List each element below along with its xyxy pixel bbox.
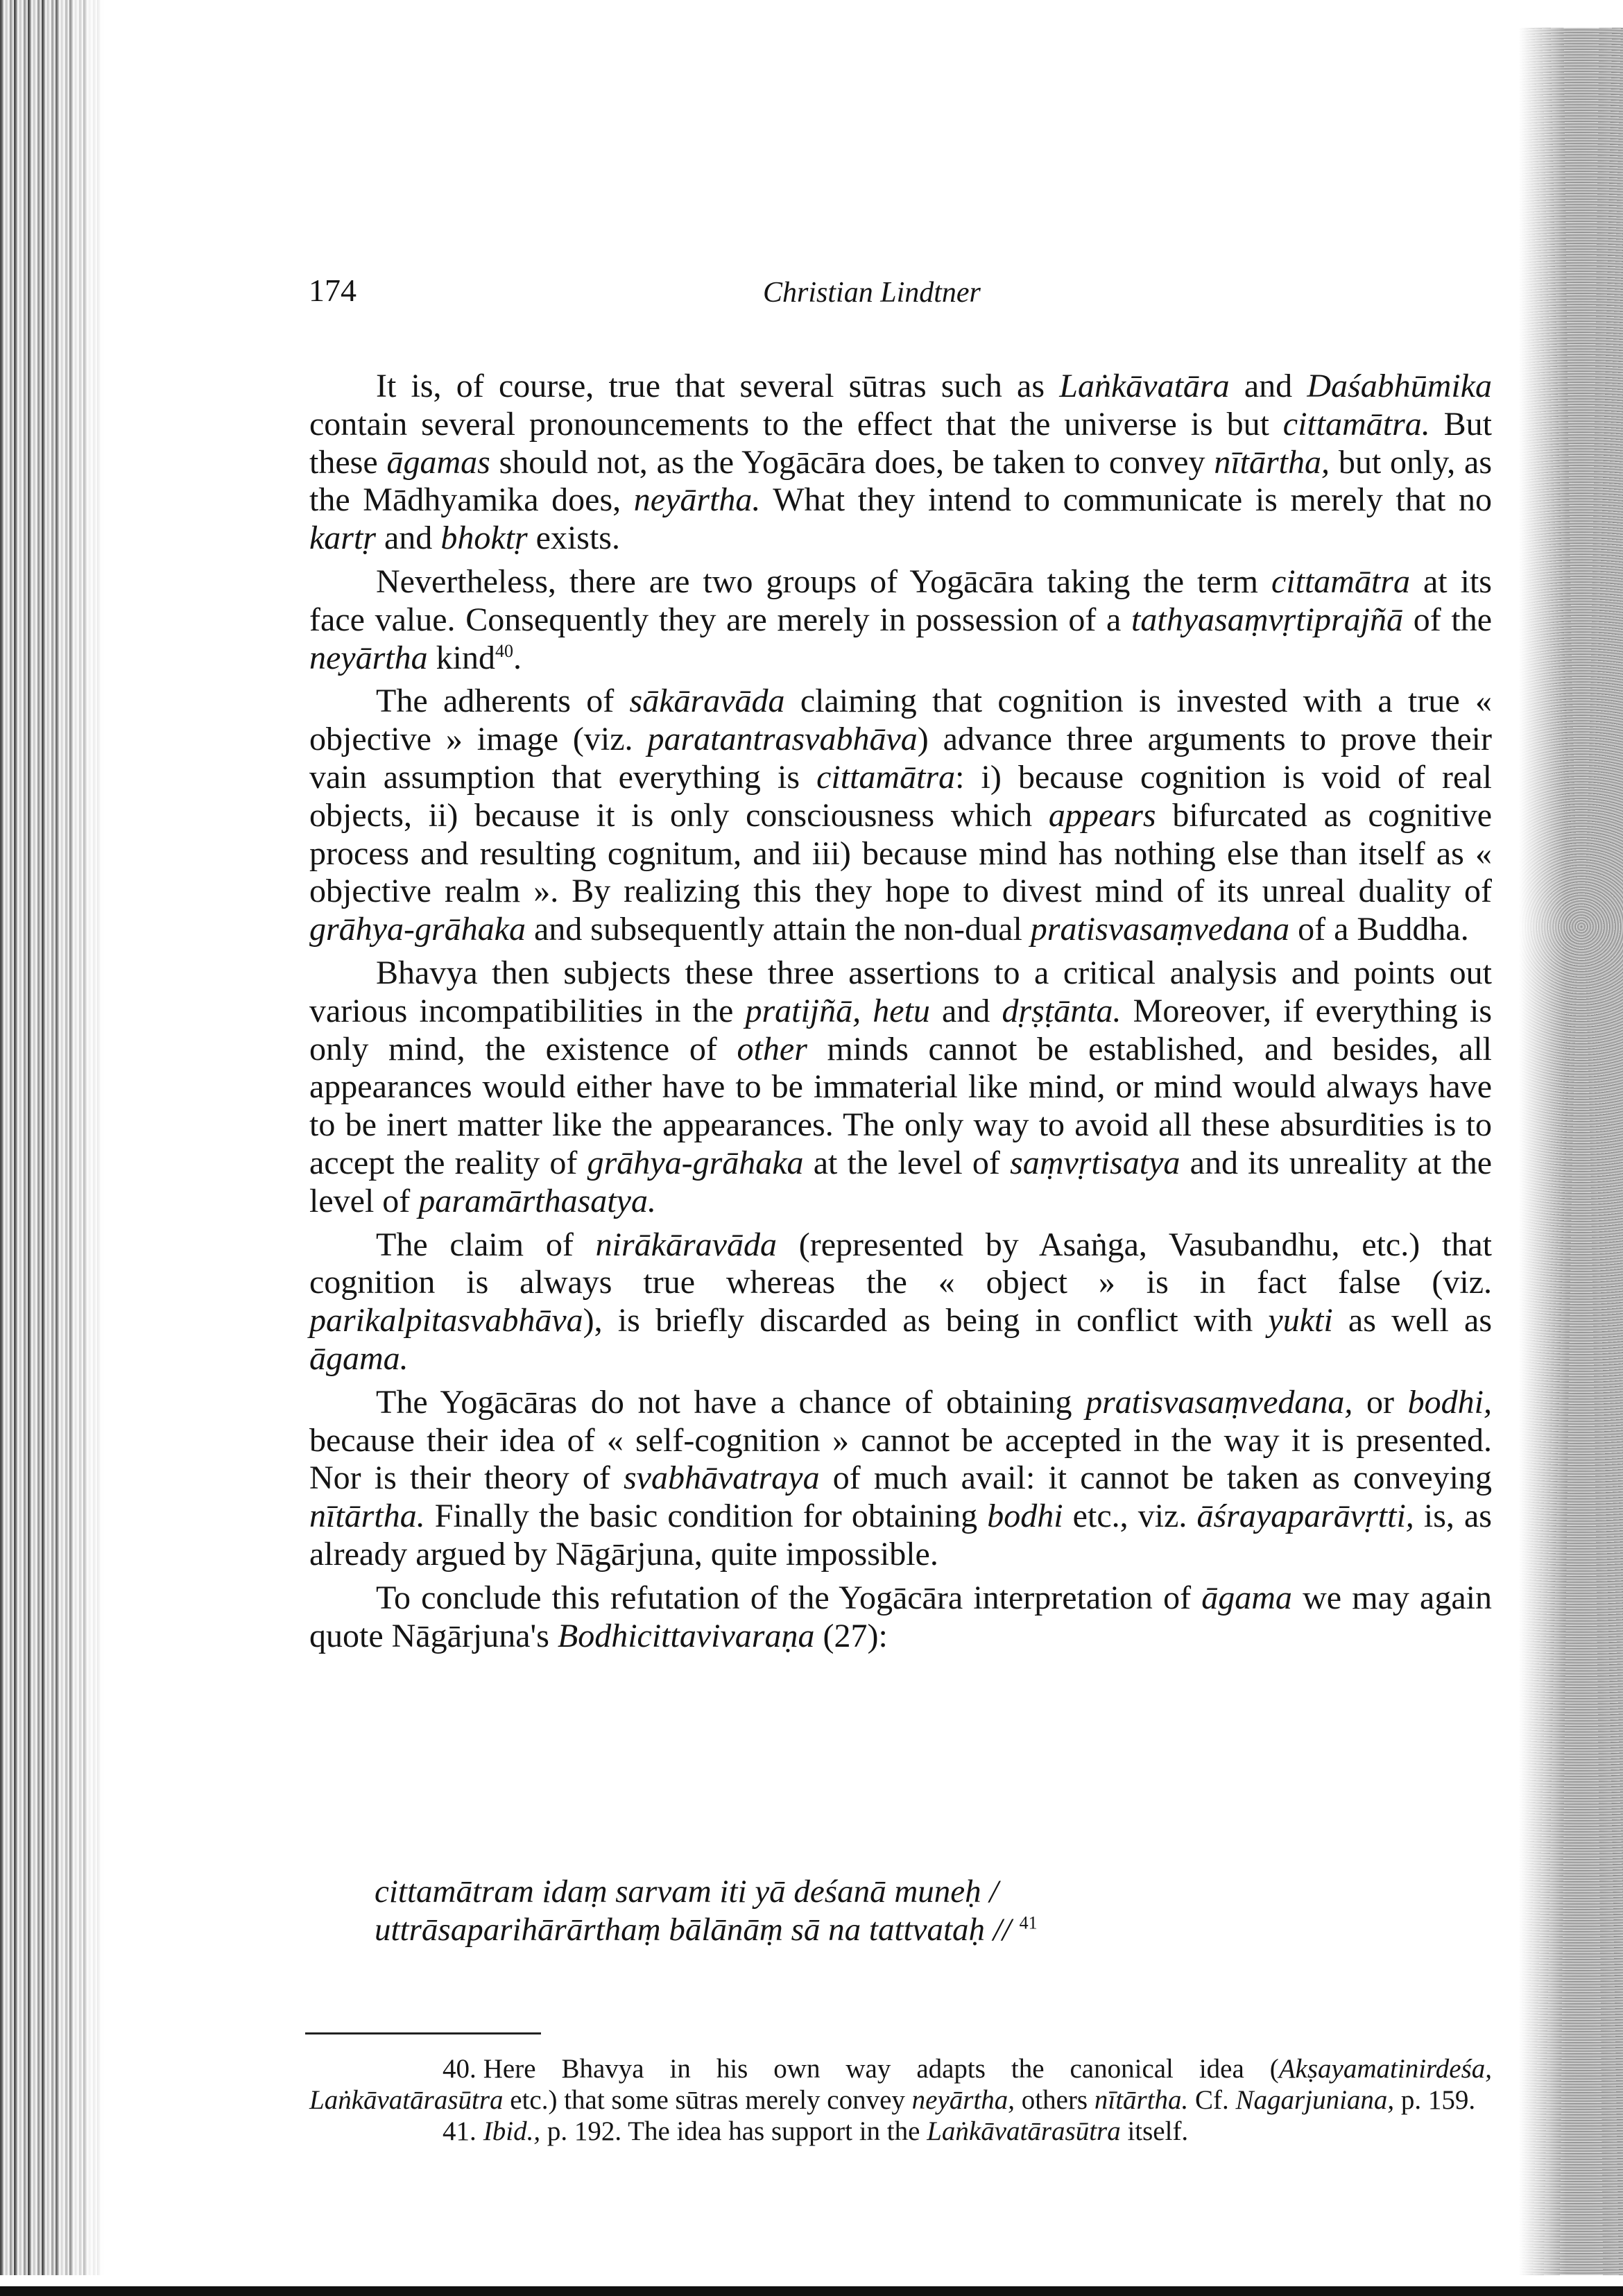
footnote-text (309, 2054, 1492, 2115)
text-run: of much avail: it cannot be taken as conveying (819, 1459, 1493, 1497)
paragraph (309, 683, 1492, 949)
italic-term: nītārtha, (1214, 443, 1330, 481)
text-run: Here Bhavya in his own way adapts the canonical idea ( (483, 2054, 1279, 2084)
text-run: claiming that cognition is invested with a true « objective » image (viz. (309, 683, 1492, 758)
text-run: and (929, 992, 1002, 1029)
text-run: others (1015, 2085, 1094, 2115)
italic-term: appears (1048, 796, 1156, 834)
text-run: is, as already argued by Nāgārjuna, quite impossible. (309, 1498, 1492, 1573)
paragraph (309, 368, 1492, 558)
footnote-number: 41. (443, 2116, 476, 2146)
scan-edge-right (1519, 28, 1623, 2275)
italic-term: neyārtha, (911, 2085, 1015, 2115)
italic-term: svabhāvatraya (624, 1459, 820, 1497)
italic-term: paramārthasatya. (418, 1182, 656, 1219)
text-run: at its face value. Consequently they are merely in possession of a (309, 563, 1492, 638)
text-run: of a Buddha. (1289, 911, 1469, 948)
text-run: Moreover, if everything is only mind, the existence of (309, 992, 1493, 1068)
text-run: bifurcated as cognitive process and resulting cognitum, and iii) because mind has nothing else than itself as « objective realm ». By realizing this they hope to divest mind of its unreal duality of (309, 796, 1493, 910)
italic-term: bodhi (987, 1498, 1063, 1535)
text-run: minds cannot be established, and besides, all appearances would either have to be immaterial like mind, or mind would always have to be inert matter like the appearances. The only way to avoid all these absurdities is to accept the reality of (309, 1030, 1493, 1181)
text-run: Nevertheless, there are two groups of Yogācāra taking the term (376, 563, 1271, 600)
body-text (309, 368, 1492, 1661)
text-run: Cf. (1188, 2085, 1236, 2115)
text-run: and (1229, 368, 1307, 404)
text-run: at the level of (803, 1144, 1011, 1181)
text-run: and subsequently attain the non-dual (525, 911, 1031, 948)
text-run: exists. (527, 520, 620, 557)
footnote-ref: 40 (495, 640, 513, 661)
italic-term: parikalpitasvabhāva (309, 1302, 583, 1339)
italic-term: cittamātra (1271, 563, 1410, 600)
italic-term: sākāravāda (629, 683, 785, 720)
verse-quotation (375, 1873, 1038, 1949)
italic-term: grāhya-grāhaka (587, 1144, 804, 1181)
text-run: But these (309, 405, 1492, 481)
text-run: The adherents of (376, 683, 630, 720)
text-run: Finally the basic condition for obtaining (424, 1498, 988, 1535)
italic-term: kartṛ (309, 520, 376, 557)
verse-line-text: uttrāsaparihārārthaṃ bālānāṃ sā na tattvataḥ // (375, 1912, 1011, 1948)
text-run: Bhavya then subjects these three assertions to a critical analysis and points out various incompatibilities in the (309, 954, 1492, 1029)
text-run: The Yogācāras do not have a chance of obtaining (376, 1383, 1086, 1421)
page-number: 174 (309, 273, 357, 308)
text-run: kind (427, 639, 495, 676)
italic-term: pratisvasaṃvedana (1030, 911, 1290, 948)
italic-term: āśrayaparāvṛtti, (1196, 1498, 1414, 1535)
paragraph (309, 1226, 1492, 1378)
italic-term: bodhi, (1407, 1383, 1492, 1421)
verse-line-text: cittamātram idaṃ sarvam iti yā deśanā muneḥ / (375, 1874, 999, 1910)
italic-term: bhoktṛ (440, 520, 528, 557)
paragraph (309, 1579, 1492, 1656)
text-run: What they intend to communicate is merely that no (760, 481, 1492, 519)
italic-term: pratisvasaṃvedana, (1085, 1383, 1353, 1421)
italic-term: Nagarjuniana, (1235, 2085, 1395, 2115)
text-run: (27): (814, 1617, 888, 1654)
italic-term: nītārtha. (309, 1498, 425, 1535)
italic-term: āgama (1201, 1579, 1292, 1616)
scan-edge-left (0, 0, 104, 2275)
italic-term: āgama. (309, 1339, 409, 1377)
paragraph (309, 954, 1492, 1221)
italic-term: yukti (1268, 1302, 1333, 1339)
italic-term: dṛṣṭānta. (1002, 992, 1122, 1029)
text-run: : i) because cognition is void of real objects, ii) because it is only consciousness which (309, 758, 1492, 834)
italic-term: cittamātra. (1282, 405, 1430, 443)
footnote (309, 2053, 1492, 2116)
footnote-number: 40. (443, 2054, 476, 2084)
text-run: of the (1403, 601, 1492, 638)
footnote-text (483, 2116, 1188, 2146)
italic-term: neyārtha. (633, 481, 761, 519)
text-run: as well as (1332, 1302, 1492, 1339)
paragraph (309, 563, 1492, 677)
italic-term: Ibid., (483, 2116, 541, 2146)
text-run: . (513, 639, 522, 676)
text-run: To conclude this refutation of the Yogācāra interpretation of (376, 1579, 1202, 1616)
text-run: ) advance three arguments to prove their vain assumption that everything is (309, 721, 1493, 796)
text-run: p. 192. The idea has support in the (540, 2116, 927, 2146)
italic-term: neyārtha (309, 639, 428, 676)
italic-term: cittamātra (816, 758, 956, 796)
footnote-rule (305, 2032, 541, 2034)
text-run: (represented by Asaṅga, Vasubandhu, etc.) that cognition is always true whereas the « object » is in fact false (viz. (309, 1226, 1492, 1301)
verse-line (375, 1873, 1038, 1911)
italic-term: paratantrasvabhāva (647, 721, 918, 758)
text-run: should not, as the Yogācāra does, be taken to convey (490, 443, 1214, 481)
italic-term: other (737, 1030, 807, 1068)
italic-term: nirākāravāda (595, 1226, 777, 1263)
italic-term: grāhya-grāhaka (309, 911, 526, 948)
italic-term: āgamas (386, 443, 490, 481)
text-run: itself. (1120, 2116, 1189, 2146)
text-run: contain several pronouncements to the effect that the universe is but (309, 405, 1283, 443)
text-run: p. 159. (1394, 2085, 1476, 2115)
text-run: ), is briefly discarded as being in conflict with (583, 1302, 1269, 1339)
italic-term: pratijñā, hetu (745, 992, 930, 1029)
italic-term: Laṅkāvatāra (1059, 368, 1230, 404)
text-run: we may again quote Nāgārjuna's (309, 1579, 1492, 1654)
verse-line (375, 1911, 1038, 1949)
italic-term: saṃvṛtisatya (1010, 1144, 1180, 1181)
italic-term: Bodhicittavivaraṇa (557, 1617, 815, 1654)
text-run: because their idea of « self-cognition » cannot be accepted in the way it is presented. Nor is their theory of (309, 1421, 1492, 1497)
text-run: etc., viz. (1063, 1498, 1197, 1535)
footnotes (309, 2053, 1492, 2147)
italic-term: Laṅkāvatārasūtra (927, 2116, 1121, 2146)
text-run: and (376, 520, 441, 557)
text-run: or (1352, 1383, 1408, 1421)
text-run: etc.) that some sūtras merely convey (503, 2085, 912, 2115)
footnote (309, 2116, 1492, 2147)
italic-term: nītārtha. (1094, 2085, 1189, 2115)
footnote-ref: 41 (1019, 1912, 1038, 1933)
running-head: Christian Lindtner (763, 277, 981, 309)
scan-edge-bottom (0, 2286, 1623, 2296)
italic-term: Daśabhūmika (1307, 368, 1492, 404)
text-run: The claim of (376, 1226, 596, 1263)
text-run: and its unreality at the level of (309, 1144, 1492, 1219)
paragraph (309, 1384, 1492, 1574)
text-run: It is, of course, true that several sūtras such as (376, 368, 1060, 404)
text-run: but only, as the Mādhyamika does, (309, 443, 1493, 519)
italic-term: Akṣayamatinirdeśa, Laṅkāvatārasūtra (309, 2054, 1492, 2115)
italic-term: tathyasaṃvṛtiprajñā (1131, 601, 1404, 638)
